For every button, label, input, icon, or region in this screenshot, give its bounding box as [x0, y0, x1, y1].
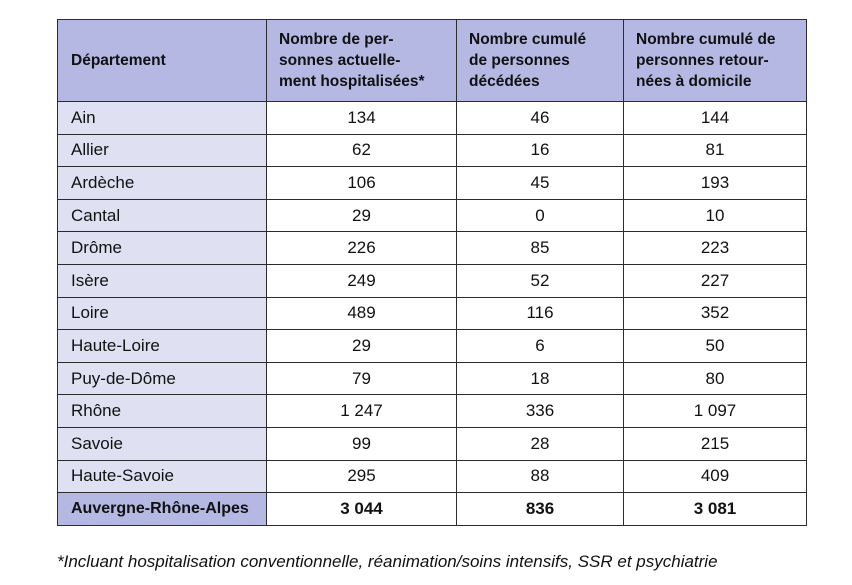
decedees-cell: 16: [457, 134, 624, 167]
table-row: [58, 460, 807, 493]
table-row: [58, 102, 807, 135]
decedees-cell: 336: [457, 395, 624, 428]
decedees-cell: 88: [457, 460, 624, 493]
departement-cell: Savoie: [58, 427, 267, 460]
retours-cell: 409: [624, 460, 807, 493]
table-row: [58, 362, 807, 395]
decedees-cell: 46: [457, 102, 624, 135]
departement-cell: Allier: [58, 134, 267, 167]
decedees-cell: 6: [457, 330, 624, 363]
decedees-cell: 116: [457, 297, 624, 330]
header-decedees: Nombre cumulé de personnes décédées: [457, 20, 624, 102]
retours-cell: 1 097: [624, 395, 807, 428]
retours-cell: 144: [624, 102, 807, 135]
departement-cell: Cantal: [58, 199, 267, 232]
table-row: [58, 199, 807, 232]
hospitalisees-cell: 106: [267, 167, 457, 200]
retours-cell: 81: [624, 134, 807, 167]
hospitalisees-cell: 226: [267, 232, 457, 265]
table-row: [58, 330, 807, 363]
hospitalisees-cell: 295: [267, 460, 457, 493]
retours-cell: 223: [624, 232, 807, 265]
hospitalisees-cell: 79: [267, 362, 457, 395]
decedees-cell: 85: [457, 232, 624, 265]
decedees-cell: 28: [457, 427, 624, 460]
decedees-cell: 836: [457, 493, 624, 526]
departement-cell: Ain: [58, 102, 267, 135]
decedees-cell: 0: [457, 199, 624, 232]
table-row: [58, 427, 807, 460]
hospitalisees-cell: 134: [267, 102, 457, 135]
retours-cell: 193: [624, 167, 807, 200]
header-retours-domicile: Nombre cumulé de personnes retour- nées à domicile: [624, 20, 807, 102]
departement-cell: Ardèche: [58, 167, 267, 200]
departement-cell: Drôme: [58, 232, 267, 265]
hospitalisees-cell: 99: [267, 427, 457, 460]
table-row: [58, 167, 807, 200]
decedees-cell: 45: [457, 167, 624, 200]
table-row: [58, 232, 807, 265]
departement-cell: Haute-Loire: [58, 330, 267, 363]
hospitalisees-cell: 3 044: [267, 493, 457, 526]
retours-cell: 215: [624, 427, 807, 460]
retours-cell: 80: [624, 362, 807, 395]
hospitalisees-cell: 29: [267, 199, 457, 232]
hospitalisees-cell: 62: [267, 134, 457, 167]
footnote: *Incluant hospitalisation conventionnelle, réanimation/soins intensifs, SSR et psychiatrie: [57, 552, 718, 571]
retours-cell: 50: [624, 330, 807, 363]
decedees-cell: 18: [457, 362, 624, 395]
departement-cell: Haute-Savoie: [58, 460, 267, 493]
table-body: [58, 102, 807, 526]
departement-cell: Loire: [58, 297, 267, 330]
departement-cell: Puy-de-Dôme: [58, 362, 267, 395]
decedees-cell: 52: [457, 264, 624, 297]
retours-cell: 3 081: [624, 493, 807, 526]
departement-cell: Isère: [58, 264, 267, 297]
table-row: [58, 297, 807, 330]
departement-cell: Auvergne-Rhône-Alpes: [58, 493, 267, 526]
table-row: [58, 395, 807, 428]
hospitalisees-cell: 249: [267, 264, 457, 297]
table-header-row: [58, 20, 807, 102]
hospitalisees-cell: 489: [267, 297, 457, 330]
table-row: [58, 264, 807, 297]
retours-cell: 10: [624, 199, 807, 232]
hospitalisees-cell: 29: [267, 330, 457, 363]
table-row: [58, 134, 807, 167]
hospital-data-table: [57, 19, 807, 526]
hospitalisees-cell: 1 247: [267, 395, 457, 428]
header-departement: Département: [58, 20, 267, 102]
retours-cell: 227: [624, 264, 807, 297]
table-total-row: [58, 493, 807, 526]
departement-cell: Rhône: [58, 395, 267, 428]
retours-cell: 352: [624, 297, 807, 330]
header-hospitalisees: Nombre de per- sonnes actuelle- ment hospitalisées*: [267, 20, 457, 102]
